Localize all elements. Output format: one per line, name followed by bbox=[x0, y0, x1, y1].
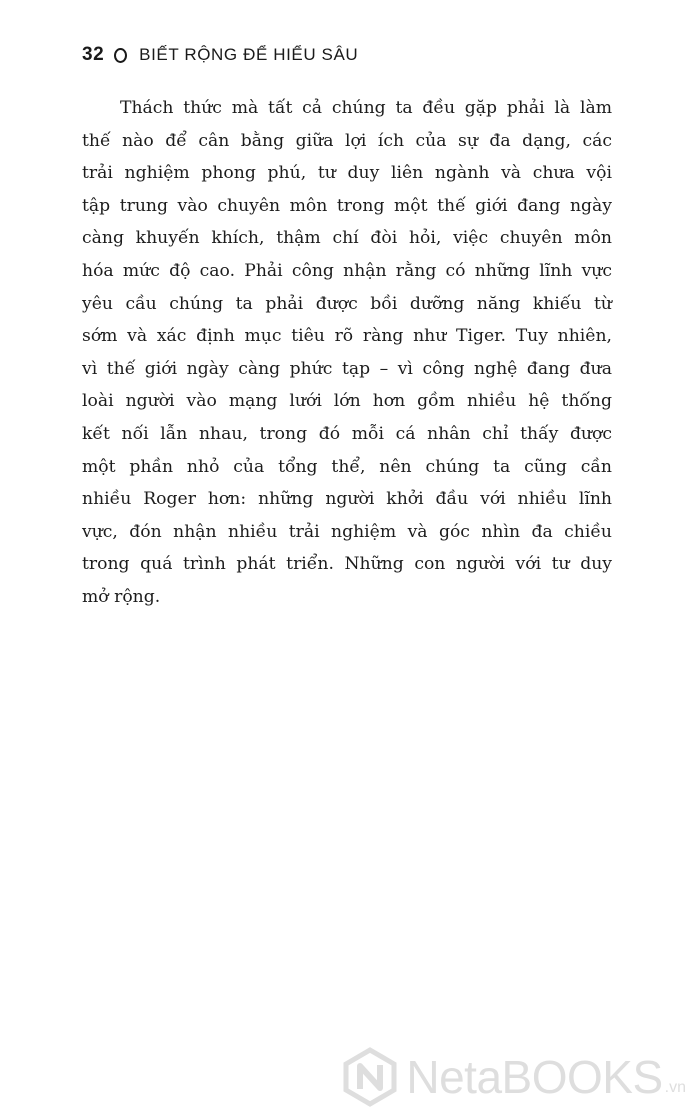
text-line: nhiều Roger hơn: những người khởi đầu với nhiều lĩnh bbox=[82, 489, 612, 510]
text-line: mở rộng. bbox=[82, 586, 161, 607]
circle-bullet-icon bbox=[114, 48, 127, 63]
text-line: kết nối lẫn nhau, trong đó mỗi cá nhân chỉ thấy được bbox=[82, 423, 612, 444]
running-header bbox=[82, 40, 358, 70]
text-line: yêu cầu chúng ta phải được bồi dưỡng năng khiếu từ bbox=[82, 293, 612, 314]
running-title: BIẾT RỘNG ĐỂ HIỂU SÂU bbox=[139, 45, 359, 64]
text-line: thế nào để cân bằng giữa lợi ích của sự đa dạng, các bbox=[82, 130, 612, 151]
text-line: càng khuyến khích, thậm chí đòi hỏi, việc chuyên môn bbox=[82, 228, 612, 249]
text-line: tập trung vào chuyên môn trong một thế giới đang ngày bbox=[82, 195, 612, 216]
text-line: trải nghiệm phong phú, tư duy liên ngành và chưa vội bbox=[82, 163, 612, 184]
text-line: hóa mức độ cao. Phải công nhận rằng có những lĩnh vực bbox=[82, 260, 612, 281]
page-number: 32 bbox=[82, 44, 105, 65]
text-line: vì thế giới ngày càng phức tạp – vì công nghệ đang đưa bbox=[82, 358, 612, 379]
text-line: vực, đón nhận nhiều trải nghiệm và góc nhìn đa chiều bbox=[82, 521, 612, 542]
text-line: sớm và xác định mục tiêu rõ ràng như Tiger. Tuy nhiên, bbox=[82, 326, 612, 347]
body-paragraph bbox=[82, 92, 612, 614]
watermark-brand: NetaBOOKS bbox=[406, 1051, 663, 1103]
netabooks-watermark bbox=[340, 1047, 686, 1107]
watermark-suffix: .vn bbox=[664, 1079, 686, 1096]
text-line: loài người vào mạng lưới lớn hơn gồm nhiều hệ thống bbox=[82, 391, 612, 412]
text-line: trong quá trình phát triển. Những con người với tư duy bbox=[82, 554, 612, 575]
text-line: Thách thức mà tất cả chúng ta đều gặp phải là làm bbox=[120, 98, 612, 118]
text-line: một phần nhỏ của tổng thể, nên chúng ta cũng cần bbox=[82, 456, 612, 477]
netabooks-logo-icon bbox=[340, 1047, 400, 1107]
